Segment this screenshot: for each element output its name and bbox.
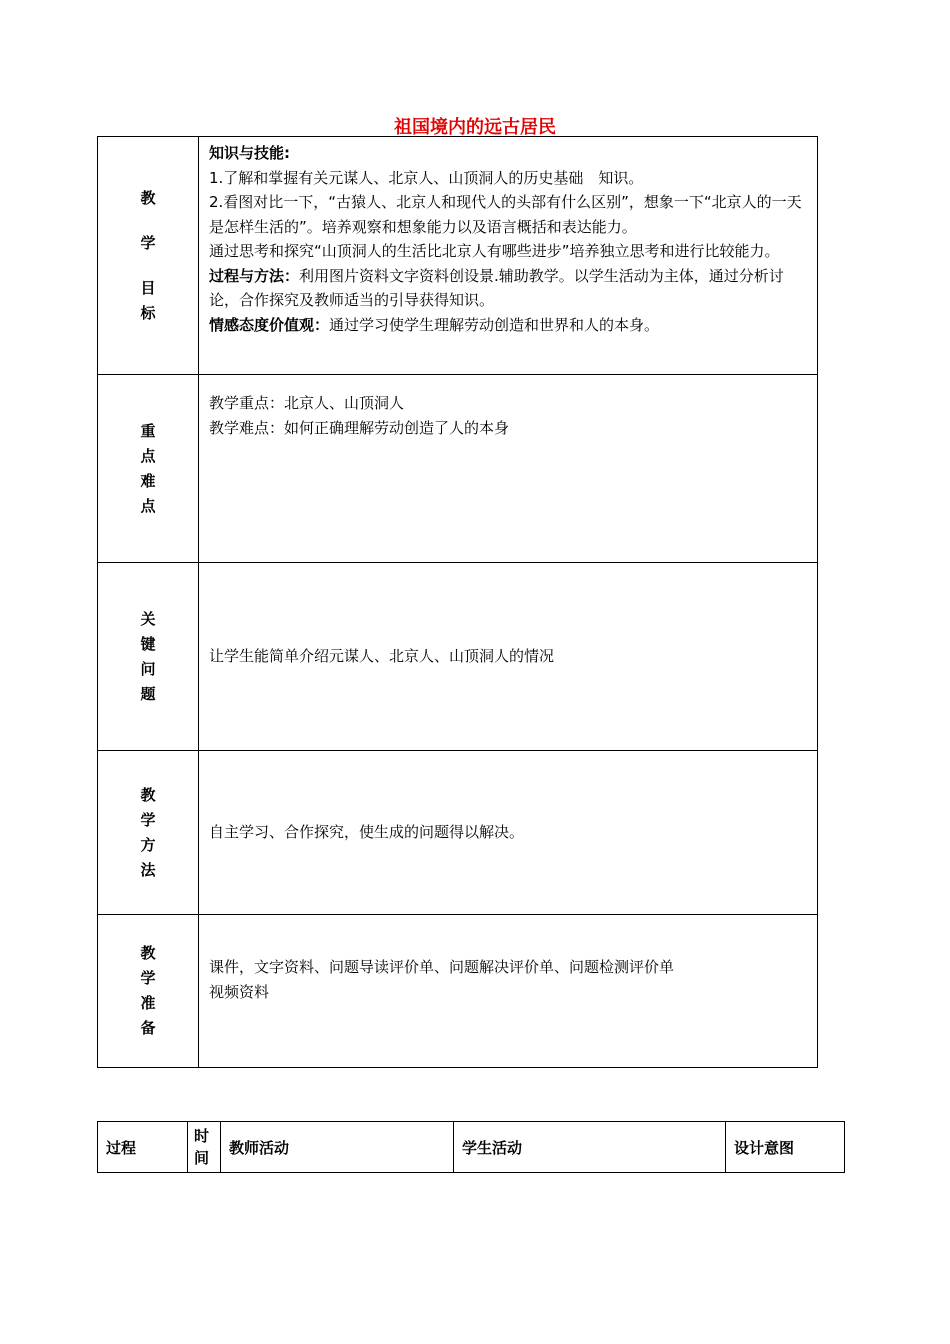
label-char: 问	[140, 659, 156, 678]
lesson-plan-table	[97, 136, 818, 1068]
header-design-intent: 设计意图	[726, 1122, 845, 1173]
label-char: 键	[140, 634, 156, 653]
label-char: 点	[140, 446, 156, 465]
table-row-teaching-preparation	[98, 915, 818, 1068]
key-questions-content	[199, 563, 818, 751]
content-line: 视频资料	[209, 982, 270, 1001]
label-char: 重	[140, 421, 156, 440]
label-char: 题	[140, 684, 156, 703]
header-time: 时间	[188, 1122, 221, 1173]
row-label-key-difficulties	[98, 375, 199, 563]
label-char: 学	[140, 810, 156, 829]
label-char: 目	[140, 278, 156, 297]
teaching-methods-content	[199, 751, 818, 915]
table-row-teaching-goals	[98, 137, 818, 375]
row-label-teaching-preparation	[98, 915, 199, 1068]
label-char: 准	[140, 994, 156, 1012]
header-teacher-activity: 教师活动	[221, 1122, 454, 1173]
goal-heading: 知识与技能:	[209, 144, 290, 162]
table-row-key-difficulties	[98, 375, 818, 563]
content-line: 让学生能简单介绍元谋人、北京人、山顶洞人的情况	[209, 647, 555, 666]
label-char: 学	[140, 233, 156, 252]
teaching-preparation-content	[199, 915, 818, 1068]
label-char: 点	[140, 496, 156, 515]
label-char: 学	[140, 969, 156, 987]
document-title: 祖国境内的远古居民	[394, 117, 556, 138]
content-line: 教学重点：北京人、山顶洞人	[209, 394, 405, 412]
goal-line: 过程与方法：利用图片资料文字资料创设景.辅助教学。以学生活动为主体，通过分析讨论，合作探究及教师适当的引导获得知识。	[209, 266, 784, 309]
table-row-key-questions	[98, 563, 818, 751]
goal-line: 通过思考和探究“山顶洞人的生活比北京人有哪些进步”培养独立思考和进行比较能力。	[209, 242, 780, 260]
header-process: 过程	[98, 1122, 188, 1173]
label-char: 教	[140, 944, 156, 962]
label-char: 方	[140, 835, 156, 854]
process-table-header-row	[98, 1122, 845, 1173]
label-char: 难	[140, 471, 156, 490]
goal-line	[209, 141, 809, 166]
goal-heading: 过程与方法：	[209, 266, 300, 285]
label-char: 教	[140, 188, 156, 207]
table-row-teaching-methods	[98, 751, 818, 915]
content-line: 课件，文字资料、问题导读评价单、问题解决评价单、问题检测评价单	[209, 958, 675, 976]
process-table	[97, 1121, 845, 1173]
row-label-teaching-methods	[98, 751, 199, 915]
goal-line: 情感态度价值观：通过学习使学生理解劳动创造和世界和人的本身。	[209, 315, 660, 334]
label-char: 关	[140, 609, 156, 628]
row-label-key-questions	[98, 563, 199, 751]
teaching-goals-content	[199, 137, 818, 375]
label-char: 备	[140, 1019, 156, 1037]
goal-line: 1.了解和掌握有关元谋人、北京人、山顶洞人的历史基础 知识。	[209, 168, 644, 187]
content-line: 教学难点：如何正确理解劳动创造了人的本身	[209, 418, 510, 437]
header-student-activity: 学生活动	[454, 1122, 726, 1173]
goal-heading: 情感态度价值观：	[209, 315, 330, 334]
goal-line: 2.看图对比一下，“古猿人、北京人和现代人的头部有什么区别”，想象一下“北京人的一天是怎样生活的”。培养观察和想象能力以及语言概括和表达能力。	[209, 193, 802, 236]
key-difficulties-content	[199, 375, 818, 563]
label-char: 法	[140, 860, 156, 879]
label-char: 教	[140, 785, 156, 804]
content-line: 自主学习、合作探究，使生成的问题得以解决。	[209, 823, 525, 842]
row-label-teaching-goals	[98, 137, 199, 375]
label-char: 标	[140, 303, 156, 322]
